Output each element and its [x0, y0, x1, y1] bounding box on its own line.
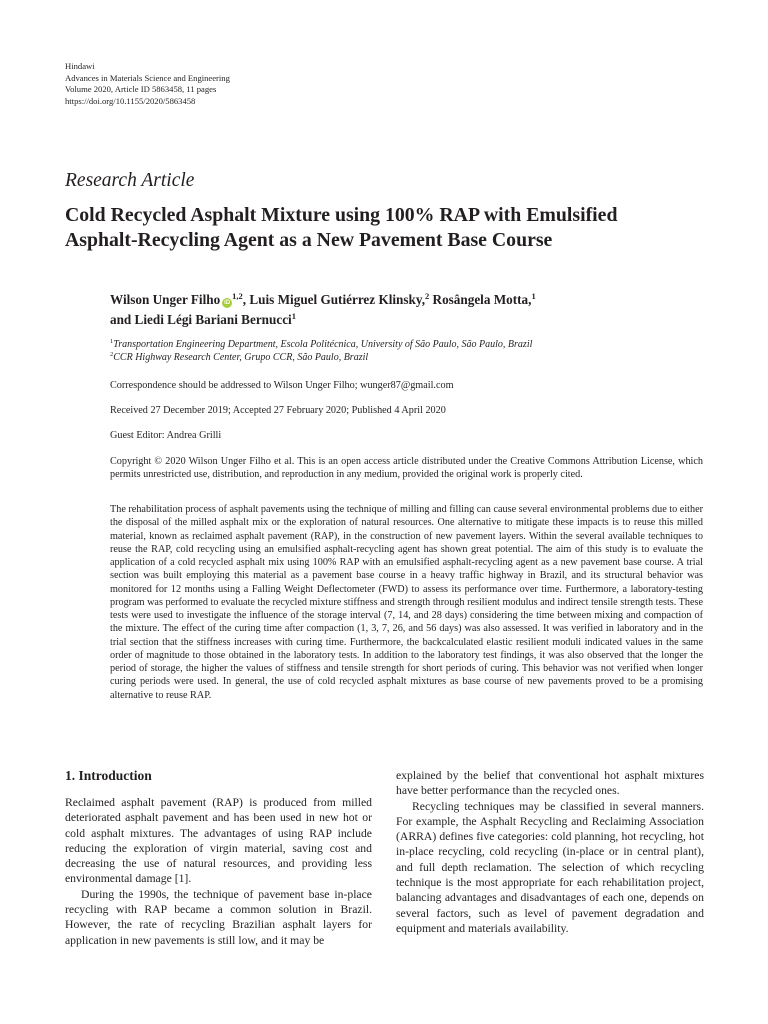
affiliations [110, 338, 730, 364]
copyright-notice: Copyright © 2020 Wilson Unger Filho et al. This is an open access article distributed under the Creative Commons Attribution License, which permits unrestricted use, distribution, and reproduction in any medium, provided the original work is properly cited. [110, 456, 703, 481]
affiliation-sup: 2 [110, 351, 114, 359]
author-list [110, 290, 730, 329]
article-type: Research Article [65, 170, 195, 191]
journal-header [65, 61, 230, 107]
publisher-name: Hindawi [65, 61, 95, 71]
author-name: Wilson Unger Filho [110, 292, 221, 307]
journal-name: Advances in Materials Science and Engineering [65, 72, 230, 83]
doi-link[interactable]: https://doi.org/10.1155/2020/5863458 [65, 95, 196, 106]
author-name: , Luis Miguel Gutiérrez Klinsky, [242, 292, 425, 307]
abstract: The rehabilitation process of asphalt pavements using the technique of milling and filling can cause several environmental problems due to either the disposal of the milled asphalt mix or the exploration of natural resources. One alternative to mitigate these impacts is to reuse this milled material, known as reclaimed asphalt pavement (RAP), in the construction of new pavement layers. Within the several available techniques to reuse the RAP, cold recycling using an emulsified asphalt-recycling agent has shown great potential. The aim of this study is to evaluate the application of a cold recycled asphalt mix using 100% RAP with an emulsified asphalt-recycling agent as a new pavement base course. A trial section was built employing this material as a pavement base course in a heavy traffic highway in Brazil, and its structural behavior was monitored for 12 months using a Falling Weight Deflectometer (FWD) to assess its performance over time. Furthermore, a laboratory-testing program was performed to evaluate the recycled mixture stiffness and strength through resilient modulus and indirect tensile strength tests. These tests were used to investigate the influence of the storage interval (7, 14, and 28 days) considering the time between mixing and compaction of the mixture. The effect of the curing time after compaction (1, 3, 7, 26, and 56 days) was also assessed. It was verified in laboratory and in the trial section that the stiffness increases with curing time. Furthermore, the backcalculated elastic resilient moduli indicated values in the same order of magnitude to those obtained in the laboratory tests. In addition to the laboratory test findings, it was also observed that the longer the period of storage, the higher the values of stiffness and tensile strength for short periods of curing. This behavior was not verified when longer curing periods were used. In general, the use of cold recycled asphalt mixtures as base course of new pavements proved to be a promising alternative to reuse RAP. [110, 504, 703, 701]
affiliation-text: Transportation Engineering Department, Escola Politécnica, University of São Paulo, São Paulo, Brazil [113, 339, 533, 350]
volume-info: Volume 2020, Article ID 5863458, 11 pages [65, 84, 217, 95]
section-heading-introduction: 1. Introduction [65, 768, 152, 783]
body-column-right [396, 768, 704, 936]
title-line-1: Cold Recycled Asphalt Mixture using 100% RAP with Emulsified [65, 204, 618, 226]
orcid-icon[interactable]: iD [224, 300, 231, 306]
paragraph: Recycling techniques may be classified in several manners. For example, the Asphalt Recycling and Reclaiming Association (ARRA) defines five categories: cold planning, hot recycling, hot in-place recycling, cold recycling (in-place or in central plant), and full depth reclamation. The selection of which recycling technique is the most appropriate for each rehabilitation project, balancing advantages and disadvantages of each one, depends on several factors, such as level of pavement degradation and equipment and materials availability. [396, 799, 704, 935]
affiliation-2 [110, 351, 730, 364]
author-affiliation-sup: 1 [291, 310, 296, 321]
author-name: and Liedi Légi Bariani Bernucci [110, 311, 292, 327]
title-line-2: Asphalt-Recycling Agent as a New Pavement Base Course [65, 229, 553, 251]
author-affiliation-sup: 2 [425, 291, 430, 301]
paragraph: Reclaimed asphalt pavement (RAP) is produced from milled deteriorated asphalt pavement and has been used in new hot or cold asphalt mixtures. The advantages of using RAP include reducing the exploration of virgin material, saving cost and decreasing the use of natural resources, and providing less environmental damage [1]. [65, 796, 372, 886]
affiliation-sup: 1 [110, 338, 114, 345]
affiliation-text: CCR Highway Research Center, Grupo CCR, São Paulo, Brazil [113, 352, 369, 364]
publication-dates: Received 27 December 2019; Accepted 27 February 2020; Published 4 April 2020 [110, 405, 446, 416]
author-affiliation-sup: 1 [531, 291, 536, 301]
author-name: Rosângela Motta, [429, 292, 532, 307]
paragraph: During the 1990s, the technique of pavement base in-place recycling with RAP became a common solution in Brazil. However, the rate of recycling Brazilian asphalt layers for application in new pavements is still low, and it may be [65, 887, 372, 947]
paragraph: explained by the belief that conventional hot asphalt mixtures have better performance than the recycled ones. [396, 769, 704, 798]
paper-title [65, 203, 745, 253]
author-affiliation-sup: 1,2 [232, 291, 243, 301]
affiliation-1 [110, 338, 730, 351]
body-column-left [65, 795, 372, 948]
guest-editor: Guest Editor: Andrea Grilli [110, 430, 222, 441]
correspondence: Correspondence should be addressed to Wilson Unger Filho; wunger87@gmail.com [110, 380, 454, 391]
